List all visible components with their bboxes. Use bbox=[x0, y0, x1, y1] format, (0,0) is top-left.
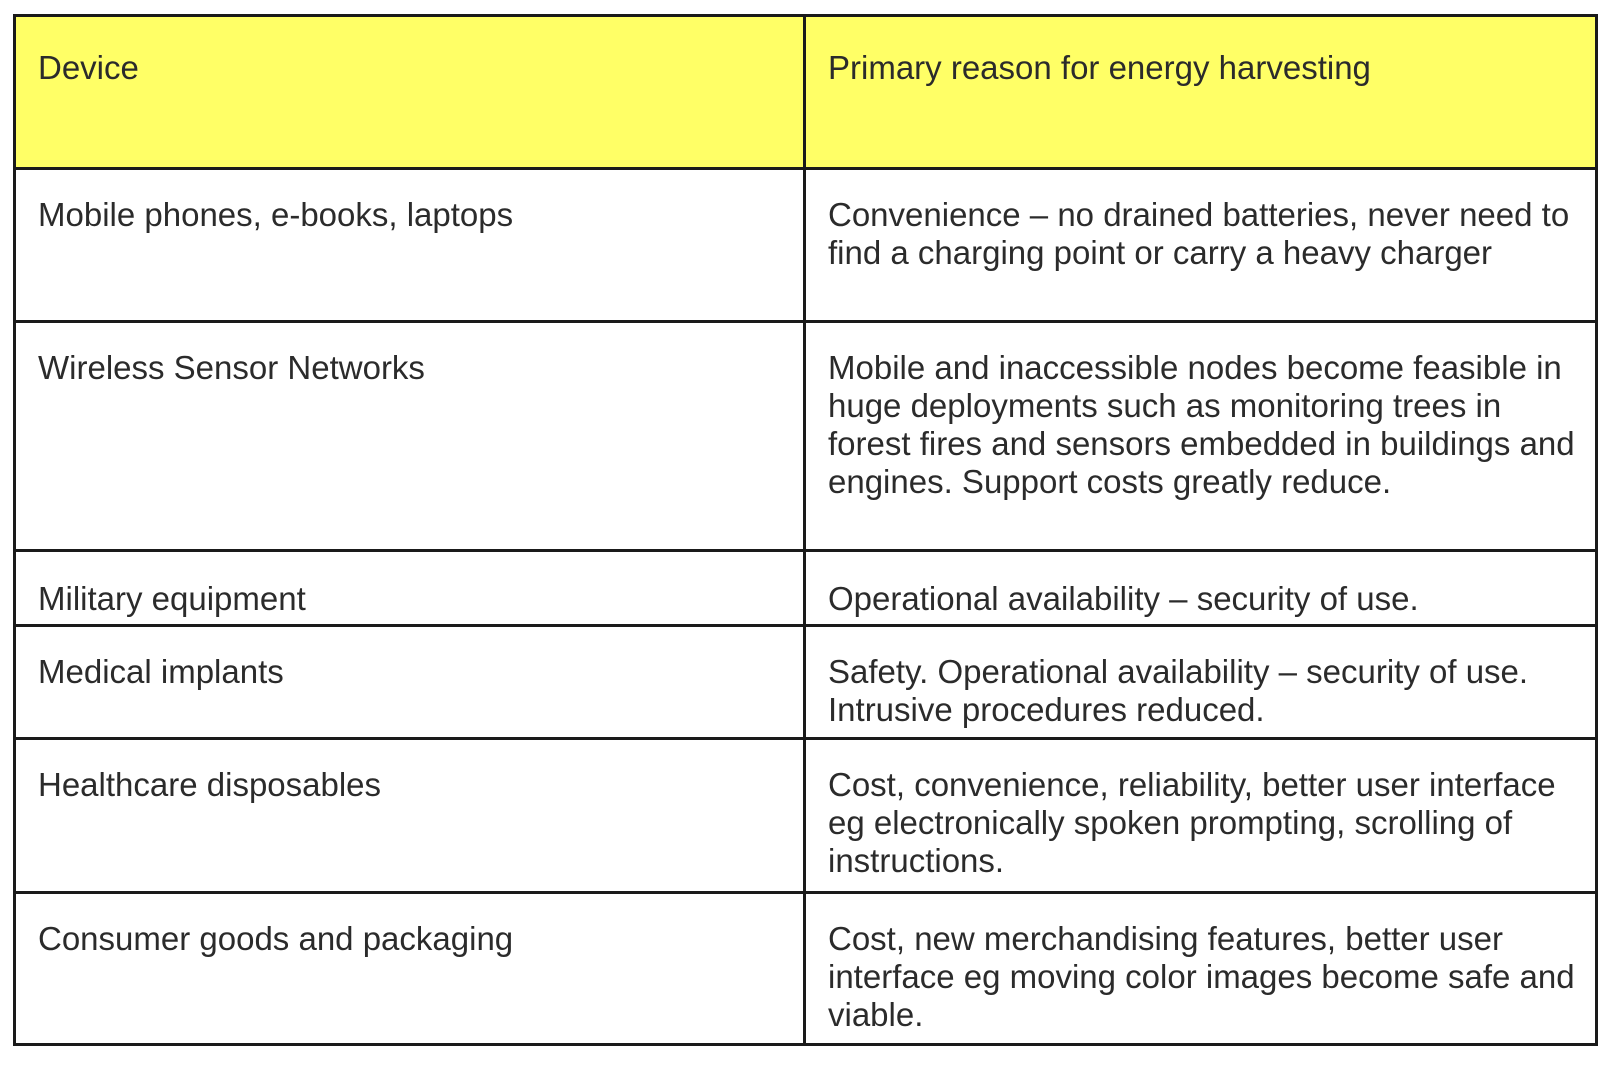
table-row bbox=[15, 169, 1597, 322]
reason-cell: Operational availability – security of use. bbox=[805, 551, 1597, 626]
header-reason: Primary reason for energy harvesting bbox=[805, 16, 1597, 169]
reason-cell: Cost, convenience, reliability, better user interface eg electronically spoken prompting, scrolling of instructions. bbox=[805, 739, 1597, 893]
table-row bbox=[15, 551, 1597, 626]
device-cell: Military equipment bbox=[15, 551, 805, 626]
device-cell: Consumer goods and packaging bbox=[15, 893, 805, 1045]
device-cell: Medical implants bbox=[15, 626, 805, 739]
table-body bbox=[15, 169, 1597, 1045]
reason-cell: Safety. Operational availability – security of use. Intrusive procedures reduced. bbox=[805, 626, 1597, 739]
reason-cell: Convenience – no drained batteries, never need to find a charging point or carry a heavy charger bbox=[805, 169, 1597, 322]
reason-cell: Cost, new merchandising features, better user interface eg moving color images become safe and viable. bbox=[805, 893, 1597, 1045]
energy-harvesting-table bbox=[13, 14, 1598, 1046]
table-row bbox=[15, 893, 1597, 1045]
table-row bbox=[15, 739, 1597, 893]
device-cell: Mobile phones, e-books, laptops bbox=[15, 169, 805, 322]
header-device: Device bbox=[15, 16, 805, 169]
table-row bbox=[15, 626, 1597, 739]
table-row bbox=[15, 322, 1597, 551]
reason-cell: Mobile and inaccessible nodes become feasible in huge deployments such as monitoring trees in forest fires and sensors embedded in buildings and engines. Support costs greatly reduce. bbox=[805, 322, 1597, 551]
header-row bbox=[15, 16, 1597, 169]
device-cell: Healthcare disposables bbox=[15, 739, 805, 893]
device-cell: Wireless Sensor Networks bbox=[15, 322, 805, 551]
table-header bbox=[15, 16, 1597, 169]
